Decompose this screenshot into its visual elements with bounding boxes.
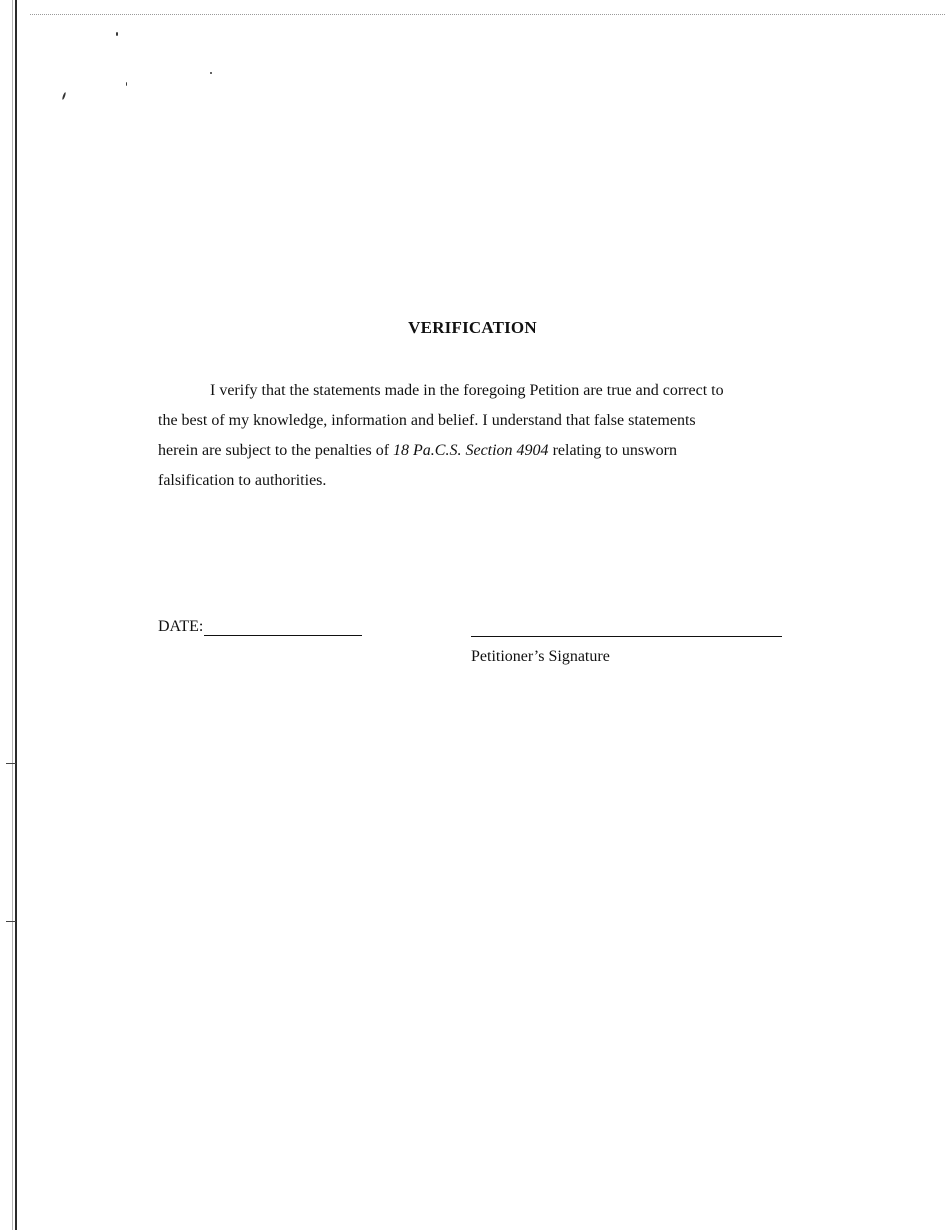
scan-tick-mark — [6, 763, 16, 764]
signature-label: Petitioner’s Signature — [471, 648, 610, 665]
paragraph-text: relating to unsworn — [548, 442, 677, 459]
paragraph-text: herein are subject to the penalties of — [158, 442, 394, 459]
date-label: DATE: — [158, 618, 204, 635]
paragraph-line: the best of my knowledge, information and belief. I understand that false statements — [158, 412, 696, 429]
scan-top-edge — [30, 14, 945, 15]
signature-line[interactable] — [471, 636, 782, 637]
statute-citation: 18 Pa.C.S. Section 4904 — [393, 442, 549, 459]
scan-edge-shadow — [12, 0, 13, 1230]
paragraph-line — [158, 436, 798, 466]
scan-tick-mark — [6, 921, 16, 922]
scan-speck — [62, 92, 67, 100]
date-blank-line[interactable] — [204, 617, 362, 636]
page-title: VERIFICATION — [408, 318, 537, 337]
verification-paragraph — [158, 376, 798, 496]
date-field — [158, 617, 362, 636]
paragraph-line: falsification to authorities. — [158, 472, 327, 489]
scan-speck — [210, 72, 212, 74]
scan-speck — [126, 82, 127, 86]
paragraph-line: I verify that the statements made in the foregoing Petition are true and correct to — [210, 382, 724, 399]
scan-edge — [15, 0, 17, 1230]
scan-speck — [116, 32, 118, 36]
